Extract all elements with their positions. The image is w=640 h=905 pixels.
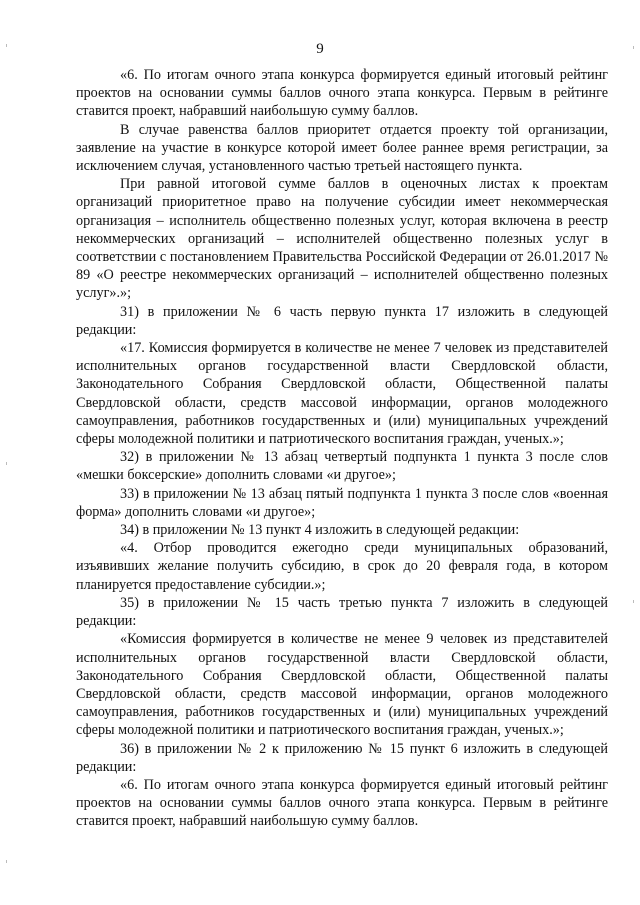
scan-mark [633, 600, 634, 603]
scan-mark [6, 462, 7, 465]
paragraph: 34) в приложении № 13 пункт 4 изложить в следующей редакции: [120, 522, 520, 539]
paragraph: 35) в приложении № 15 часть третью пункта 7 изложить в следующей редакции: [76, 594, 608, 630]
document-body [76, 66, 608, 831]
paragraph: «6. По итогам очного этапа конкурса формируется единый итоговый рейтинг проектов на основании суммы баллов очного этапа конкурса. Первым в рейтинге ставится проект, набравший наибольшую сумму баллов. [76, 67, 608, 120]
paragraph: 31) в приложении № 6 часть первую пункта 17 изложить в следующей редакции: [76, 303, 608, 338]
paragraph: 32) в приложении № 13 абзац четвертый подпункта 1 пункта 3 после слов «мешки боксерские» дополнить словами «и другое»; [76, 449, 608, 484]
scan-mark [6, 860, 7, 863]
paragraph: «4. Отбор проводится ежегодно среди муниципальных образований, изъявивших желание получить субсидию, в срок до 20 февраля года, в котором планируется предоставление субсидии.»; [76, 540, 608, 593]
paragraph: 33) в приложении № 13 абзац пятый подпункта 1 пункта 3 после слов «военная форма» дополнить словами «и другое»; [76, 485, 608, 520]
paragraph: «Комиссия формируется в количестве не менее 9 человек из представителей исполнительных органов государственной власти Свердловской области, Законодательного Собрания Свердловской области, Общественной палаты Свердловской области, средств массовой информации, органов молодежного самоуправления, работников государственных и (или) муниципальных учреждений сферы молодежной политики и патриотического воспитания граждан, ученых.»; [76, 631, 608, 739]
paragraph: 36) в приложении № 2 к приложению № 15 пункт 6 изложить в следующей редакции: [76, 740, 608, 775]
page-number: 9 [316, 41, 324, 57]
paragraph: В случае равенства баллов приоритет отдается проекту той организации, заявление на участие в конкурсе которой имеет более раннее время регистрации, за исключением случая, установленного частью третьей настоящего пункта. [76, 121, 608, 175]
paragraph: При равной итоговой сумме баллов в оценочных листах к проектам организаций приоритетное право на получение субсидии имеет некоммерческая организация – исполнитель общественно полезных услуг, которая включена в реестр некоммерческих организаций – исполнителей общественно полезных услуг в соответствии с постановлением Правительства Российской Федерации от 26.01.2017 № 89 «О реестре некоммерческих организаций – исполнителей общественно полезных услуг».»; [76, 176, 608, 302]
paragraph: «6. По итогам очного этапа конкурса формируется единый итоговый рейтинг проектов на основании суммы баллов очного этапа конкурса. Первым в рейтинге ставится проект, набравший наибольшую сумму баллов. [76, 776, 608, 830]
paragraph: «17. Комиссия формируется в количестве не менее 7 человек из представителей исполнительных органов государственной власти Свердловской области, Законодательного Собрания Свердловской области, Общественной палаты Свердловской области, средств массовой информации, органов молодежного самоуправления, работников государственных и (или) муниципальных учреждений сферы молодежной политики и патриотического воспитания граждан, ученых.»; [76, 340, 608, 448]
